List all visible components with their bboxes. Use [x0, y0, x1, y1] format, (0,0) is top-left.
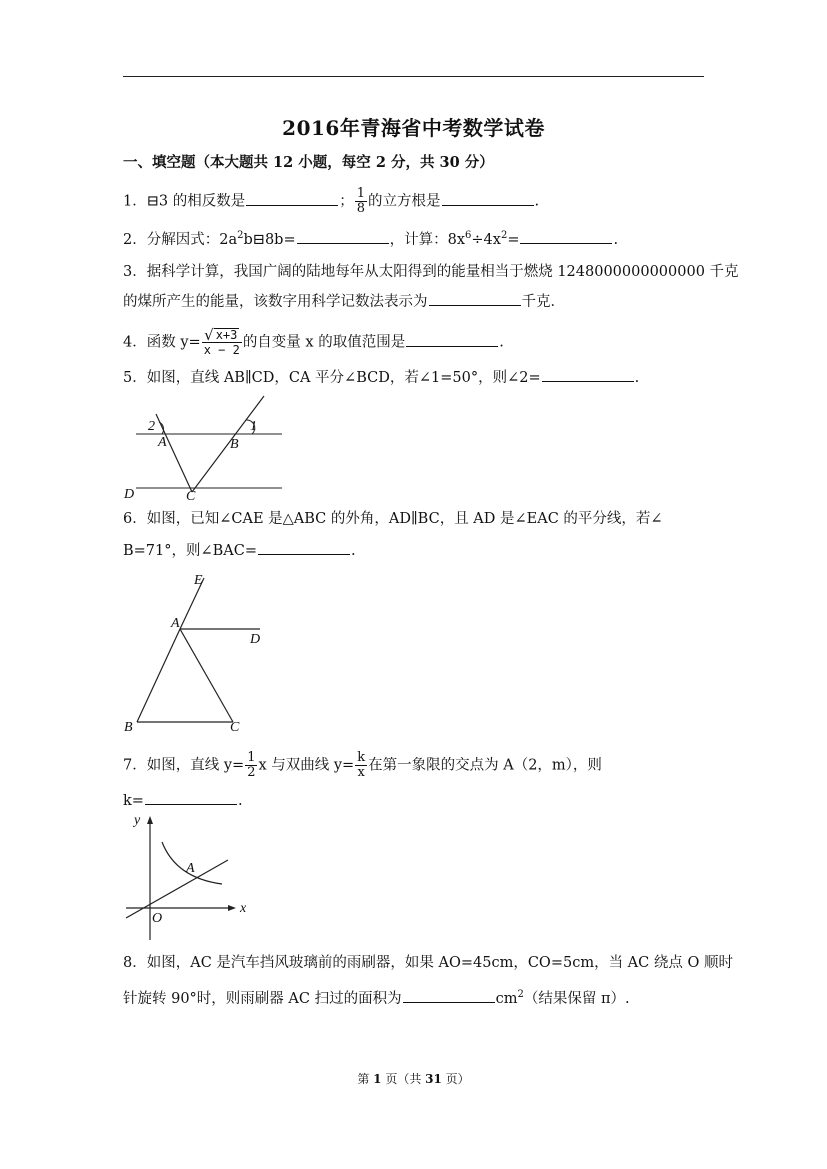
q6-end: . [351, 543, 356, 559]
q7-figure [120, 812, 260, 942]
q4-end: . [499, 334, 504, 351]
footer-total-pages: 31 [425, 1072, 442, 1086]
page-footer [0, 1070, 827, 1087]
q1-sep: ； [339, 193, 354, 210]
q5-label-a: A [158, 435, 167, 450]
q2-text-b: b [243, 231, 253, 248]
header-rule [123, 76, 704, 77]
q7-k-text: k= [123, 793, 144, 809]
question-8-line-1: 8．如图，AC 是汽车挡风玻璃前的雨刷器，如果 AO=45cm，CO=5cm，当 AC 绕点 O 顺时 [123, 955, 733, 971]
question-6-line-1: 6．如图，已知∠CAE 是△ABC 的外角，AD∥BC，且 AD 是∠EAC 的平分线，若∠ [123, 511, 663, 527]
minus-glyph-icon: ⊟ [252, 231, 265, 248]
minus-glyph-icon: ⊟ [146, 193, 159, 210]
q2-text-f: = [507, 231, 520, 248]
question-5 [123, 367, 639, 388]
q2-exp-3: 2 [500, 230, 508, 241]
q4-text-b: 的自变量 x 的取值范围是 [242, 334, 406, 351]
q6-label-a: A [171, 616, 180, 631]
q7-f2-num: k [357, 750, 366, 765]
question-1 [123, 187, 539, 216]
q7-fraction-1 [245, 751, 257, 780]
q2-exp-2: 6 [465, 230, 472, 241]
question-6-line-2 [123, 540, 356, 561]
q5-figure-svg [122, 392, 292, 502]
q6-label-d: D [250, 632, 261, 647]
q6-label-e: E [194, 573, 203, 588]
q2-text-d: ，计算：8x [389, 231, 466, 248]
question-7 [123, 751, 602, 780]
q5-label-d: D [124, 487, 135, 502]
q7-x-arrow-icon [228, 905, 236, 911]
q6-label-b: B [124, 720, 133, 735]
q1-text: 3 的相反数是 [158, 193, 246, 210]
q7-end: . [237, 793, 243, 809]
page-title: 2016年青海省中考数学试卷 [282, 116, 545, 140]
footer-text-a: 第 [357, 1072, 374, 1086]
q1-answer-blank-2[interactable] [442, 191, 534, 206]
q7-y-arrow-icon [147, 816, 153, 824]
q7-f2-den: x [357, 765, 365, 780]
footer-page-number: 1 [373, 1072, 382, 1086]
q1-fraction [355, 187, 367, 216]
q7-f1-num: 1 [247, 750, 256, 765]
q8-end: （结果保留 π）. [523, 990, 630, 1007]
q4-answer-blank[interactable] [406, 332, 498, 347]
section-heading: 一、填空题（本大题共 12 小题，每空 2 分，共 30 分） [123, 154, 494, 171]
q1-end: . [534, 193, 540, 210]
q5-line-ca [156, 414, 192, 492]
q1-answer-blank-1[interactable] [246, 191, 338, 206]
q2-text-c: 8b= [264, 231, 296, 248]
footer-text-c: 页） [441, 1072, 470, 1086]
question-8-line-2 [123, 985, 630, 1009]
q5-label-2: 2 [148, 419, 155, 434]
q3-end: 千克． [521, 294, 565, 310]
q6-answer-blank[interactable] [258, 540, 350, 555]
q6-figure [120, 570, 270, 740]
q4-radicand: x+3 [215, 328, 238, 342]
q2-answer-blank-1[interactable] [297, 229, 389, 244]
q4-text-a: 4．函数 y= [123, 334, 201, 351]
q7-text-b: x 与双曲线 y= [258, 757, 355, 774]
q7-answer-blank[interactable] [145, 790, 237, 805]
q5-answer-blank[interactable] [542, 367, 634, 382]
q7-line [126, 860, 228, 918]
question-7-line-2 [123, 790, 243, 811]
q6-label-c: C [230, 720, 240, 735]
q2-answer-blank-2[interactable] [520, 229, 612, 244]
q5-label-c: C [186, 489, 196, 504]
sqrt-icon: √ [204, 326, 214, 344]
q3-answer-blank[interactable] [429, 291, 521, 306]
q8-unit: cm [495, 990, 518, 1007]
q8-unit-exp: 2 [517, 989, 524, 1000]
q6-figure-svg [120, 570, 270, 740]
q5-label-b: B [230, 437, 239, 452]
question-3-line-1: 3．据科学计算，我国广阔的陆地每年从太阳得到的能量相当于燃烧 1248000000000000 千克 [123, 264, 739, 280]
q2-text-a: 2．分解因式：2a [123, 231, 238, 248]
q7-label-x: x [240, 901, 247, 916]
q1-number: 1． [123, 193, 147, 210]
q3-text: 的煤所产生的能量，该数字用科学记数法表示为 [123, 294, 428, 310]
q5-text: 5．如图，直线 AB∥CD，CA 平分∠BCD，若∠1=50°，则∠2= [123, 370, 541, 386]
question-2 [123, 226, 618, 250]
q5-line-cb [192, 396, 264, 492]
q7-figure-svg [120, 812, 260, 942]
q4-frac-num [202, 328, 241, 342]
q5-label-1: 1 [250, 419, 257, 434]
q6-side-ba [137, 629, 180, 722]
q7-label-o: O [152, 911, 163, 926]
q7-f1-den: 2 [247, 765, 256, 780]
question-4 [123, 328, 504, 357]
question-3-line-2 [123, 291, 565, 312]
q8-text: 针旋转 90°时，则雨刷器 AC 扫过的面积为 [123, 990, 402, 1007]
q2-end: . [613, 231, 619, 248]
q7-text-c: 在第一象限的交点为 A（2，m），则 [368, 757, 602, 774]
q4-fraction [202, 328, 242, 357]
q1-frac-num: 1 [356, 186, 366, 201]
q5-figure [122, 392, 292, 502]
q7-label-y: y [134, 813, 141, 828]
q1-text-2: 的立方根是 [368, 193, 441, 210]
q2-text-e: ÷4x [471, 231, 501, 248]
q2-exp-1: 2 [237, 230, 244, 241]
q6-side-ac [180, 629, 233, 722]
footer-text-b: 页（共 [381, 1072, 426, 1086]
q6-text: B=71°，则∠BAC= [123, 543, 258, 559]
q7-text-a: 7．如图，直线 y= [123, 757, 245, 774]
q1-frac-den: 8 [356, 201, 366, 216]
q8-answer-blank[interactable] [403, 988, 495, 1003]
q5-end: . [634, 370, 640, 386]
q4-frac-den: x − 2 [203, 343, 240, 357]
q7-fraction-2 [355, 751, 367, 780]
q7-label-a: A [186, 861, 195, 876]
